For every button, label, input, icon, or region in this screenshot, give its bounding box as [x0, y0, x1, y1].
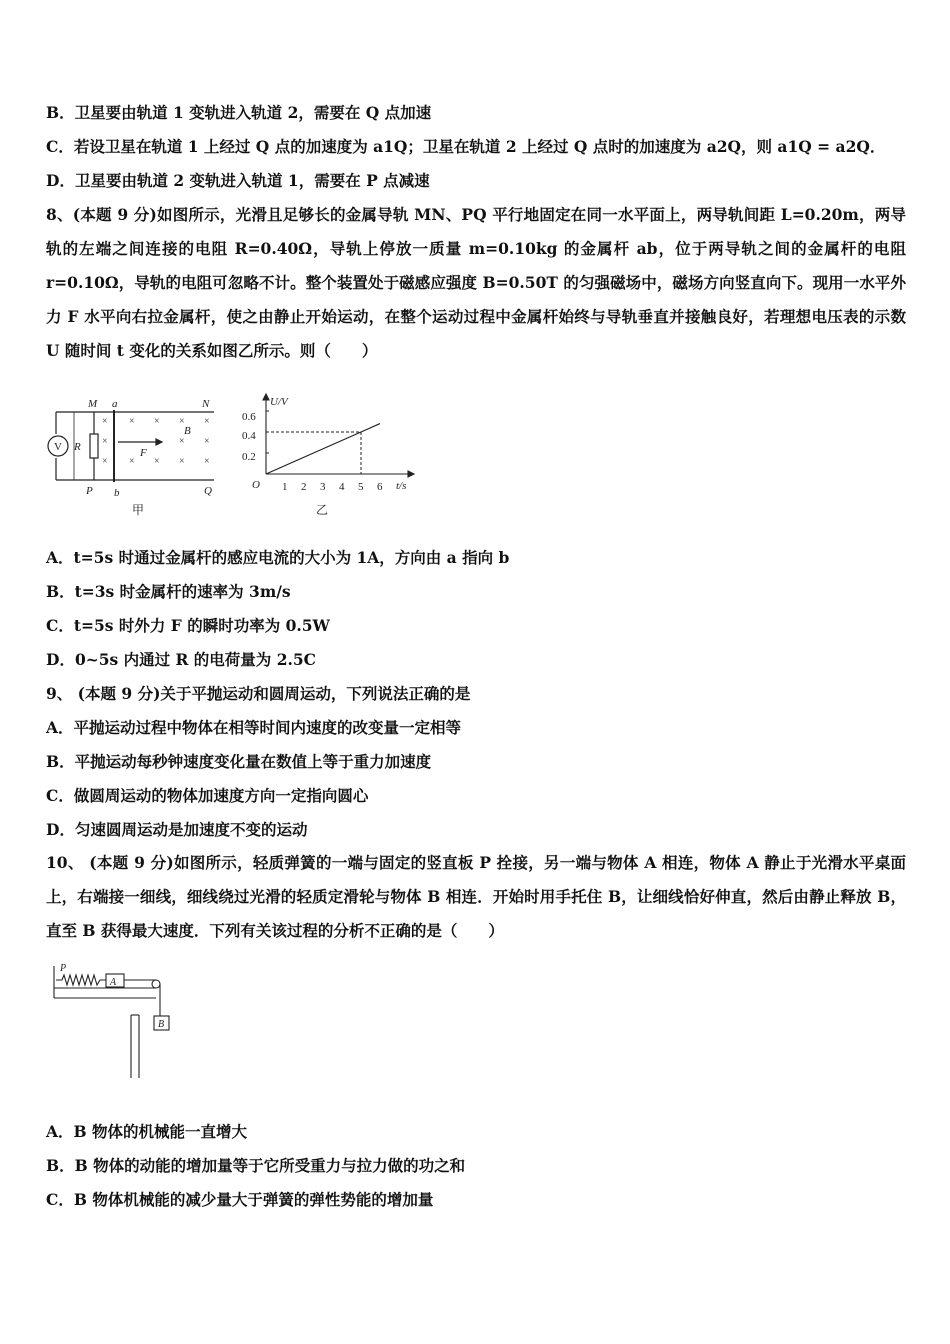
q9-option-d: D．匀速圆周运动是加速度不变的运动: [46, 820, 308, 839]
label-r: R: [74, 441, 81, 453]
q9-option-b: B．平抛运动每秒钟速度变化量在数值上等于重力加速度: [46, 752, 432, 771]
field-cross: ×: [204, 456, 210, 467]
x-tick-label: 5: [358, 481, 364, 493]
x-tick-label: 2: [301, 481, 307, 493]
q9-option-c: C．做圆周运动的物体加速度方向一定指向圆心: [46, 786, 369, 805]
field-cross: ×: [102, 456, 108, 467]
field-cross: ×: [102, 436, 108, 447]
label-block-a: A: [110, 977, 117, 988]
y-tick-label: 0.6: [242, 411, 256, 423]
label-block-b: B: [158, 1019, 165, 1030]
series-line: [266, 424, 380, 474]
x-tick-label: 6: [377, 481, 383, 493]
question-10-stem: 10、 (本题 9 分)如图所示，轻质弹簧的一端与固定的竖直板 P 拴接，另一端与物体 A 相连，物体 A 静止于光滑水平桌面上，右端接一细线，细线绕过光滑的轻质定滑轮与物体 B 相连．开始时用手托住 B，让细线恰好伸直，然后由静止释放 B，直至 B 获得最大速度．下列有关该过程的分析不正确的是（ ）: [46, 853, 906, 940]
caption-jia: 甲: [132, 503, 145, 517]
option-prev-c: C．若设卫星在轨道 1 上经过 Q 点的加速度为 a1Q；卫星在轨道 2 上经过 Q 点时的加速度为 a2Q，则 a1Q = a2Q．: [46, 137, 886, 156]
field-cross: ×: [204, 436, 210, 447]
q10-option-c: C．B 物体机械能的减少量大于弹簧的弹性势能的增加量: [46, 1190, 434, 1209]
figure-yi-graph: [236, 392, 416, 520]
q8-option-d: D．0~5s 内通过 R 的电荷量为 2.5C: [46, 650, 316, 669]
label-p: P: [86, 485, 93, 497]
label-q: Q: [204, 485, 212, 497]
question-8-stem: 8、(本题 9 分)如图所示，光滑且足够长的金属导轨 MN、PQ 平行地固定在同一水平面上，两导轨间距 L=0.20m，两导轨的左端之间连接的电阻 R=0.40Ω，导轨上停放一质量 m=0.10kg 的金属杆 ab，位于两导轨之间的金属杆的电阻 r=0.10Ω，导轨的电阻可忽略不计。整个装置处于磁感应强度 B=0.50T 的匀强磁场中，磁场方向竖直向下。现用一水平外力 F 水平向右拉金属杆，使之由静止开始运动，在整个运动过程中金属杆始终与导轨垂直并接触良好，若理想电压表的示数 U 随时间 t 变化的关系如图乙所示。则（ ）: [46, 205, 906, 360]
question-9-stem: 9、 (本题 9 分)关于平抛运动和圆周运动，下列说法正确的是: [46, 684, 471, 703]
axis-origin: O: [252, 479, 260, 491]
figure-spring-pulley: [46, 960, 181, 1082]
q10-option-b: B．B 物体的动能的增加量等于它所受重力与拉力做的功之和: [46, 1156, 466, 1175]
axis-x-label: t/s: [396, 480, 407, 492]
field-cross: ×: [179, 456, 185, 467]
label-b-field: B: [184, 425, 191, 437]
x-tick-label: 4: [339, 481, 345, 493]
x-tick-label: 3: [320, 481, 326, 493]
field-cross: ×: [204, 416, 210, 427]
label-f: F: [140, 447, 147, 459]
label-p-plate: P: [60, 963, 67, 974]
y-tick-label: 0.2: [242, 451, 256, 463]
field-cross: ×: [179, 436, 185, 447]
field-cross: ×: [129, 456, 135, 467]
field-cross: ×: [129, 416, 135, 427]
q8-option-b: B．t=3s 时金属杆的速率为 3m/s: [46, 582, 291, 601]
q9-option-a: A．平抛运动过程中物体在相等时间内速度的改变量一定相等: [46, 718, 462, 737]
label-v: V: [54, 441, 62, 453]
y-tick-label: 0.4: [242, 430, 256, 442]
field-cross: ×: [154, 456, 160, 467]
axis-y-label: U/V: [270, 396, 288, 408]
q10-option-a: A．B 物体的机械能一直增大: [46, 1122, 248, 1141]
label-b: b: [114, 487, 120, 499]
figure-jia-circuit: [44, 392, 224, 520]
label-m: M: [88, 398, 98, 410]
field-cross: ×: [102, 416, 108, 427]
q8-option-a: A．t=5s 时通过金属杆的感应电流的大小为 1A，方向由 a 指向 b: [46, 548, 510, 567]
label-a: a: [112, 398, 118, 410]
q8-option-c: C．t=5s 时外力 F 的瞬时功率为 0.5W: [46, 616, 330, 635]
x-tick-label: 1: [282, 481, 288, 493]
option-prev-d: D．卫星要由轨道 2 变轨进入轨道 1，需要在 P 点减速: [46, 171, 430, 190]
caption-yi: 乙: [316, 503, 329, 517]
field-cross: ×: [154, 416, 160, 427]
field-cross: ×: [179, 416, 185, 427]
option-prev-b: B．卫星要由轨道 1 变轨进入轨道 2，需要在 Q 点加速: [46, 103, 432, 122]
label-n: N: [202, 398, 210, 410]
